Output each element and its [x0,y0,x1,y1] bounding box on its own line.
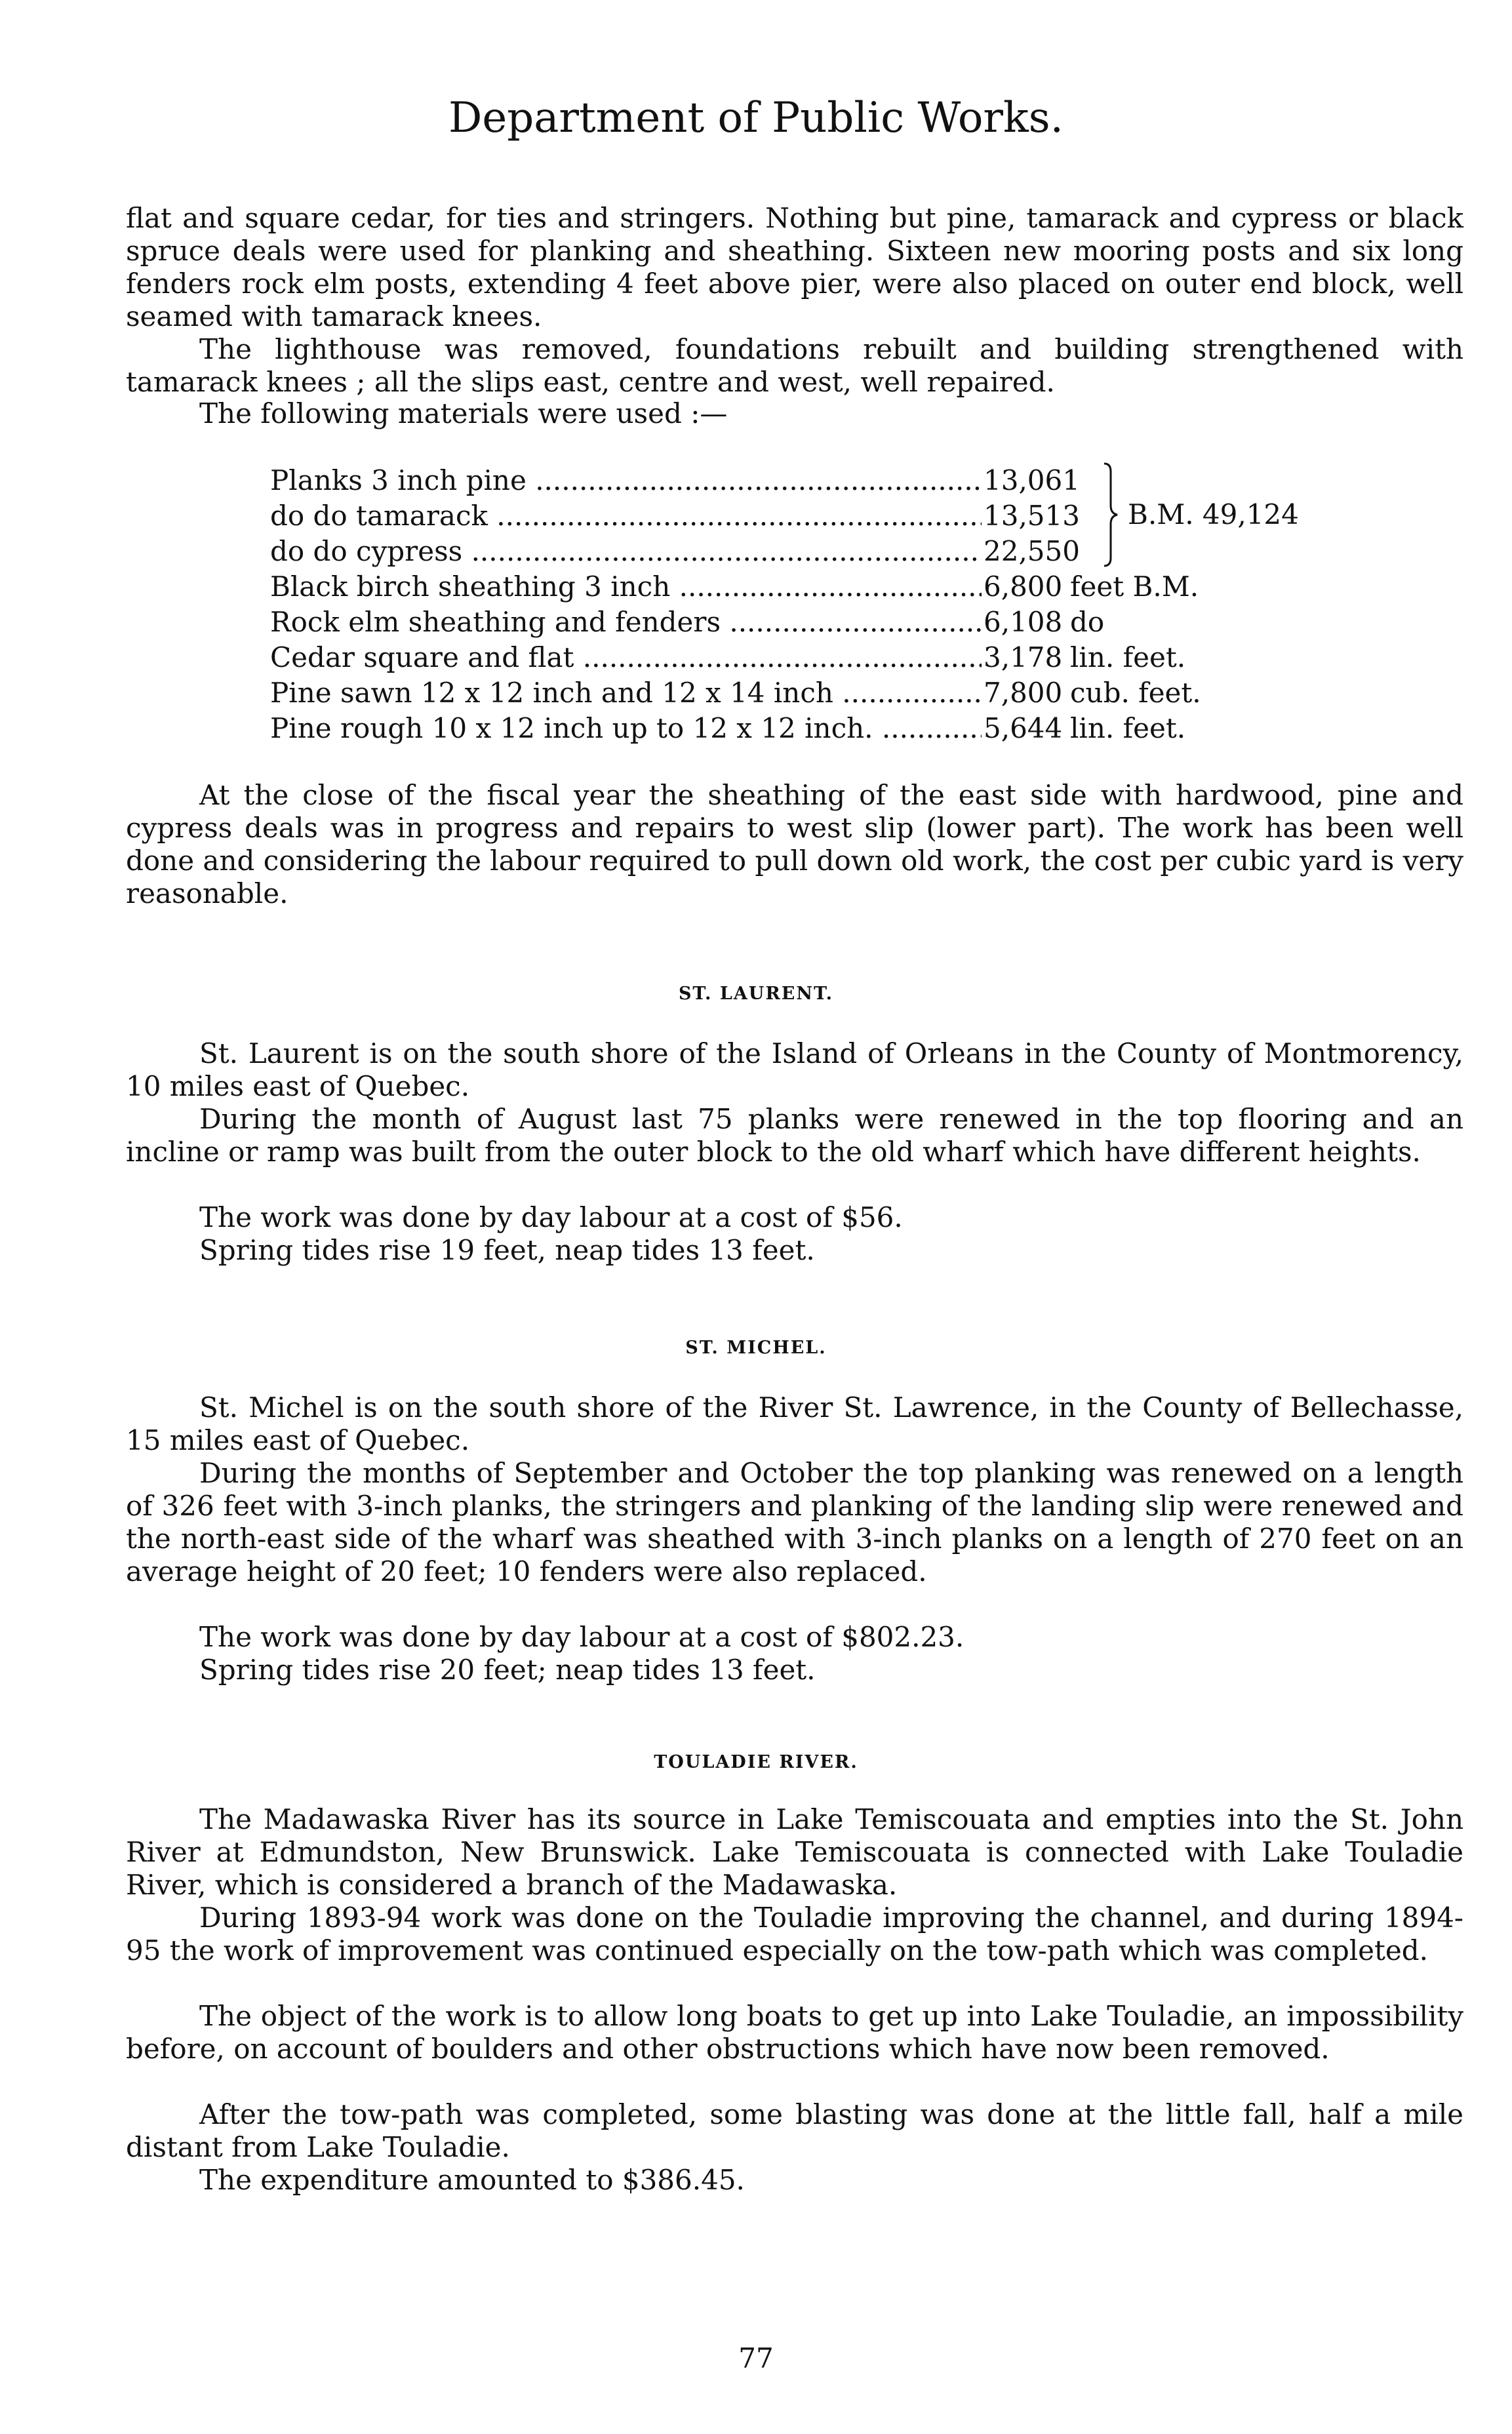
material-unit: lin. feet. [1070,641,1186,673]
material-label: Pine sawn 12 x 12 inch and 12 x 14 inch ..... [270,675,982,711]
section-heading-st-michel: ST. MICHEL. [685,1338,827,1358]
material-unit: do [1070,606,1105,638]
touladie-paragraph-1: The Madawaska River has its source in Lake Temiscouata and empties into the St. John River at Edmundston, New Brunswick. Lake Temiscouata is connected with Lake Touladie River, which is considered a branch of the Madawaska. [126,1803,1463,1901]
material-label: Black birch sheathing 3 inch ..... [270,569,982,605]
material-label: do do cypress ..... [270,534,982,569]
material-label: Pine rough 10 x 12 inch up to 12 x 12 inch. ..... [270,711,982,746]
st-laurent-paragraph-3: The work was done by day labour at a cost of $56. [199,1201,903,1233]
page-header: Department of Public Works. [448,94,1064,142]
material-unit: lin. feet. [1070,712,1186,744]
material-quantity: 5,644 [984,712,1063,744]
material-quantity: 3,178 [984,641,1063,673]
material-label: Cedar square and flat ..... [270,640,982,675]
curly-brace-icon [1102,462,1120,567]
material-unit: cub. feet. [1070,677,1201,709]
touladie-paragraph-5: The expenditure amounted to $386.45. [199,2164,745,2196]
st-laurent-paragraph-1: St. Laurent is on the south shore of the Island of Orleans in the County of Montmorency, 10 miles east of Quebec. [126,1037,1463,1102]
touladie-paragraph-3: The object of the work is to allow long boats to get up into Lake Touladie, an impossibility before, on account of boulders and other obstructions which have now been removed. [126,2000,1463,2065]
material-label: do do tamarack ..... [270,498,982,534]
touladie-paragraph-2: During 1893-94 work was done on the Touladie improving the channel, and during 1894-95 the work of improvement was continued especially on the tow-path which was completed. [126,1902,1463,1966]
page-number: 77 [738,2342,774,2374]
intro-paragraph-1: flat and square cedar, for ties and stringers. Nothing but pine, tamarack and cypress or black spruce deals were used for planking and sheathing. Sixteen new mooring posts and six long fenders rock elm posts, extending 4 feet above pier, were also placed on outer end block, well seamed with tamarack knees. [126,202,1463,332]
material-row [0,711,1512,746]
st-laurent-paragraph-2: During the month of August last 75 planks were renewed in the top flooring and an incline or ramp was built from the outer block to the old wharf which have different heights. [126,1103,1463,1168]
material-quantity: 13,061 [984,464,1080,496]
material-row [0,569,1512,605]
material-row [0,534,1512,569]
section-heading-touladie-river: TOULADIE RIVER. [654,1752,858,1772]
material-quantity: 13,513 [984,500,1080,532]
intro-paragraph-2: The lighthouse was removed, foundations rebuilt and building strengthened with tamarack knees ; all the slips east, centre and west, well repaired. [126,333,1463,398]
st-michel-paragraph-2: During the months of September and October the top planking was renewed on a length of 326 feet with 3-inch planks, the stringers and planking of the landing slip were renewed and the north-east side of the wharf was sheathed with 3-inch planks on a length of 270 feet on an average height of 20 feet; 10 fenders were also replaced. [126,1457,1463,1587]
material-quantity: 7,800 [984,677,1063,709]
material-row [0,463,1512,498]
material-row [0,640,1512,675]
closing-paragraph: At the close of the fiscal year the sheathing of the east side with hardwood, pine and cypress deals was in progress and repairs to west slip (lower part). The work has been well done and considering the labour required to pull down old work, the cost per cubic yard is very reasonable. [126,779,1463,909]
touladie-paragraph-4: After the tow-path was completed, some blasting was done at the little fall, half a mile distant from Lake Touladie. [126,2098,1463,2163]
board-measure-total: B.M. 49,124 [1128,498,1299,530]
material-row [0,605,1512,640]
st-laurent-paragraph-4: Spring tides rise 19 feet, neap tides 13 feet. [199,1234,815,1266]
st-michel-paragraph-3: The work was done by day labour at a cost of $802.23. [199,1621,965,1653]
material-unit: feet B.M. [1070,570,1199,603]
material-row [0,675,1512,711]
material-quantity: 6,800 [984,570,1063,603]
st-michel-paragraph-4: Spring tides rise 20 feet; neap tides 13 feet. [199,1654,816,1686]
st-michel-paragraph-1: St. Michel is on the south shore of the River St. Lawrence, in the County of Bellechasse, 15 miles east of Quebec. [126,1391,1463,1456]
section-heading-st-laurent: ST. LAURENT. [678,984,834,1004]
material-quantity: 6,108 [984,606,1063,638]
material-label: Rock elm sheathing and fenders ..... [270,605,982,640]
material-label: Planks 3 inch pine ..... [270,463,982,498]
intro-paragraph-3: The following materials were used :— [199,397,728,429]
material-quantity: 22,550 [984,535,1080,567]
